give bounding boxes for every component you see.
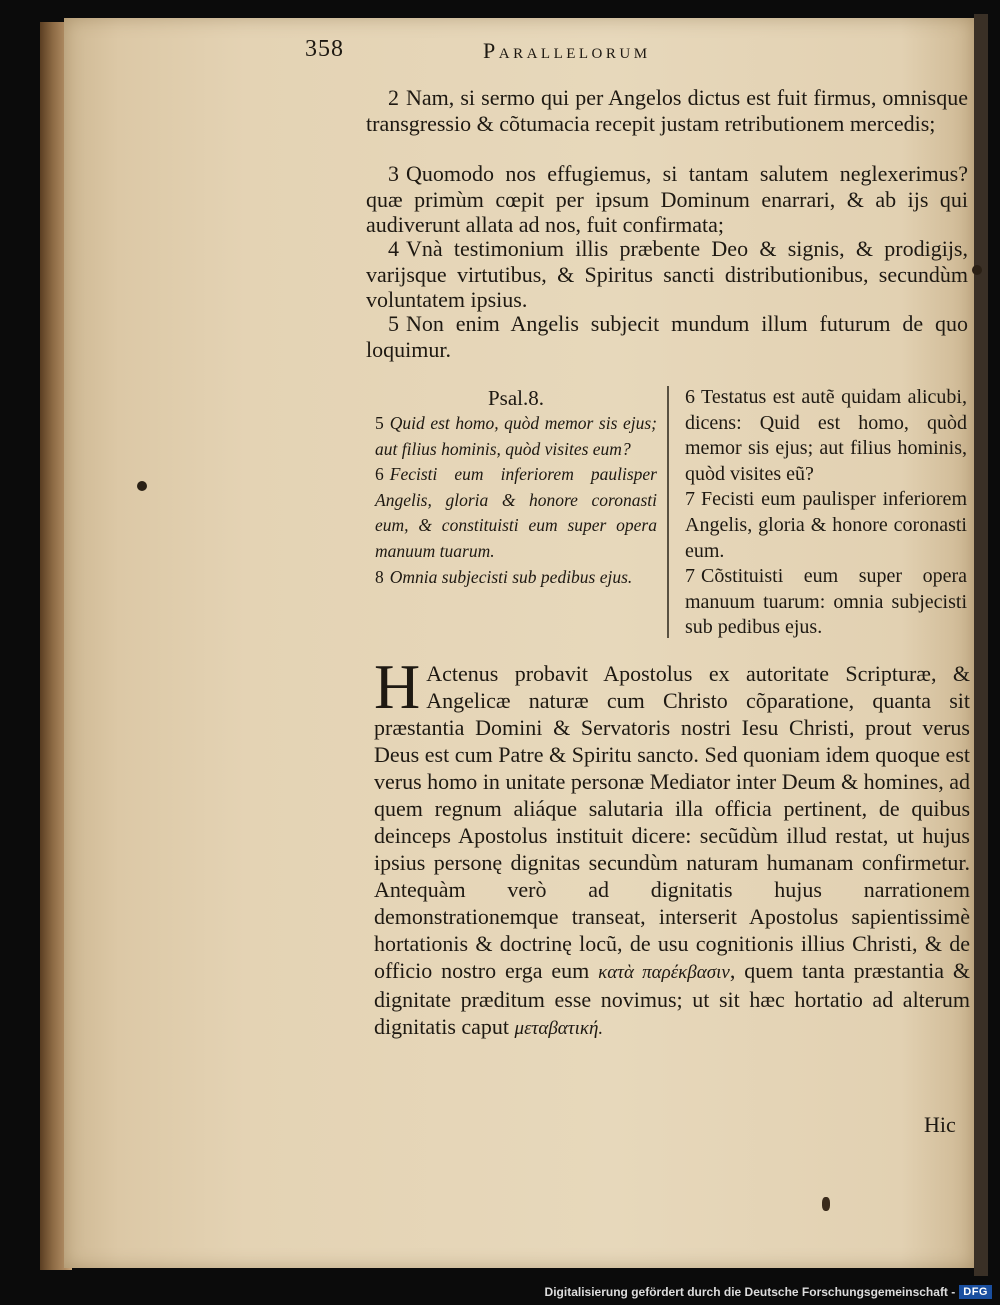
verse-5	[366, 311, 968, 362]
verse-number: 6	[685, 386, 695, 408]
quote-verse	[685, 487, 967, 564]
verse-text: Vnà testimonium illis præbente Deo & signis, & prodigijs, varijsque virtutibus, & Spiritus sancti distributionibus, secundùm voluntatem ipsius.	[366, 236, 968, 313]
verse-text: Fecisti eum inferiorem paulisper Angelis, gloria & honore coronasti eum, & constituisti eum super opera manuum tuarum.	[375, 464, 657, 561]
verse-text: Omnia subjecisti sub pedibus ejus.	[389, 566, 633, 587]
quote-verse	[685, 564, 967, 641]
psalm-verse	[375, 565, 657, 591]
ink-spot	[137, 481, 147, 491]
verse-number: 3	[388, 161, 399, 186]
psalm-verse	[375, 411, 657, 462]
running-head: Parallelorum	[483, 38, 651, 63]
drop-cap: H	[374, 651, 421, 722]
verse-2	[366, 85, 968, 136]
catchword: Hic	[924, 1112, 956, 1137]
page-number: 358	[305, 36, 344, 62]
verse-number: 2	[388, 85, 399, 110]
psalm-reference: Psal.8.	[487, 386, 544, 410]
verse-number: 7	[685, 488, 695, 511]
verse-number: 8	[375, 566, 384, 587]
verse-text: Testatus est autẽ quidam alicubi, dicens: Quid est homo, quòd memor sis ejus; aut filius hominis, quòd visites eũ?	[685, 386, 967, 485]
verse-number: 4	[388, 236, 399, 261]
commentary-text: Actenus probavit Apostolus ex autoritate Scripturæ, & Angelicæ naturæ cum Christo cõparatione, quanta sit præstantia Domini & Servatoris nostri Iesu Christi, prout verus Deus est cum Patre & Spiritu sancto. Sed quoniam idem quoque est verus homo in unitate personæ Mediator inter Deum & homines, ad quem regnum aliáque salutaria illa officia pertinent, de quibus deinceps Apostolus instituit dicere: secũdùm illud restat, ut hujus ipsius personę dignitas secundùm naturam humanam confirmetur. Antequàm verò ad dignitatis hujus narrationem demonstrationemque transeat, interserit Apostolus sapientissimè hortationis & doctrinę locũ, de usu cognitionis illius Christi, & de officio nostro erga eum	[374, 661, 970, 983]
page-header	[305, 36, 925, 66]
psalm-verse	[375, 462, 657, 564]
verse-number: 5	[388, 311, 399, 336]
verse-number: 7	[685, 565, 695, 588]
verse-text: Quid est homo, quòd memor sis ejus; aut filius hominis, quòd visites eum?	[375, 413, 657, 459]
verse-text: Nam, si sermo qui per Angelos dictus est fuit firmus, omnisque transgressio & cõtumacia recepit justam retributionem mercedis;	[366, 85, 968, 136]
verse-number: 6	[375, 464, 384, 485]
verse-text: Non enim Angelis subjecit mundum illum futurum de quo loquimur.	[366, 311, 968, 362]
verse-text: Quomodo nos effugiemus, si tantam salutem neglexerimus? quæ primùm cœpit per ipsum Dominum enarrari, & ab ijs qui audiverunt allata ad nos, fuit confirmata;	[366, 161, 968, 238]
commentary-text: , quem tanta præstantia & dignitate præditum esse novimus; ut sit hæc hortatio ad alterum dignitatis caput	[374, 958, 970, 1039]
greek-phrase: μεταβατική.	[514, 1018, 604, 1039]
hebrews-quote-column	[685, 385, 967, 641]
column-divider	[667, 386, 669, 638]
page-edge	[974, 14, 988, 1276]
greek-phrase: κατὰ παρέκβασιν	[598, 962, 730, 983]
verse-number: 5	[375, 413, 384, 433]
commentary-paragraph	[374, 651, 970, 1042]
digitization-credit	[545, 1285, 992, 1299]
verse-4	[366, 236, 968, 313]
dfg-logo: DFG	[959, 1285, 992, 1299]
verse-3	[366, 161, 968, 238]
quote-verse	[685, 385, 967, 487]
credit-text: Digitalisierung gefördert durch die Deutsche Forschungsgemeinschaft -	[544, 1285, 956, 1299]
verse-text: Fecisti eum paulisper inferiorem Angelis, gloria & honore coronasti eum.	[685, 488, 967, 562]
ink-spot	[972, 265, 982, 275]
ink-blot	[822, 1197, 830, 1211]
verse-text: Cõstituisti eum super opera manuum tuarum: omnia subjecisti sub pedibus ejus.	[685, 565, 967, 639]
psalm-column	[375, 385, 657, 590]
